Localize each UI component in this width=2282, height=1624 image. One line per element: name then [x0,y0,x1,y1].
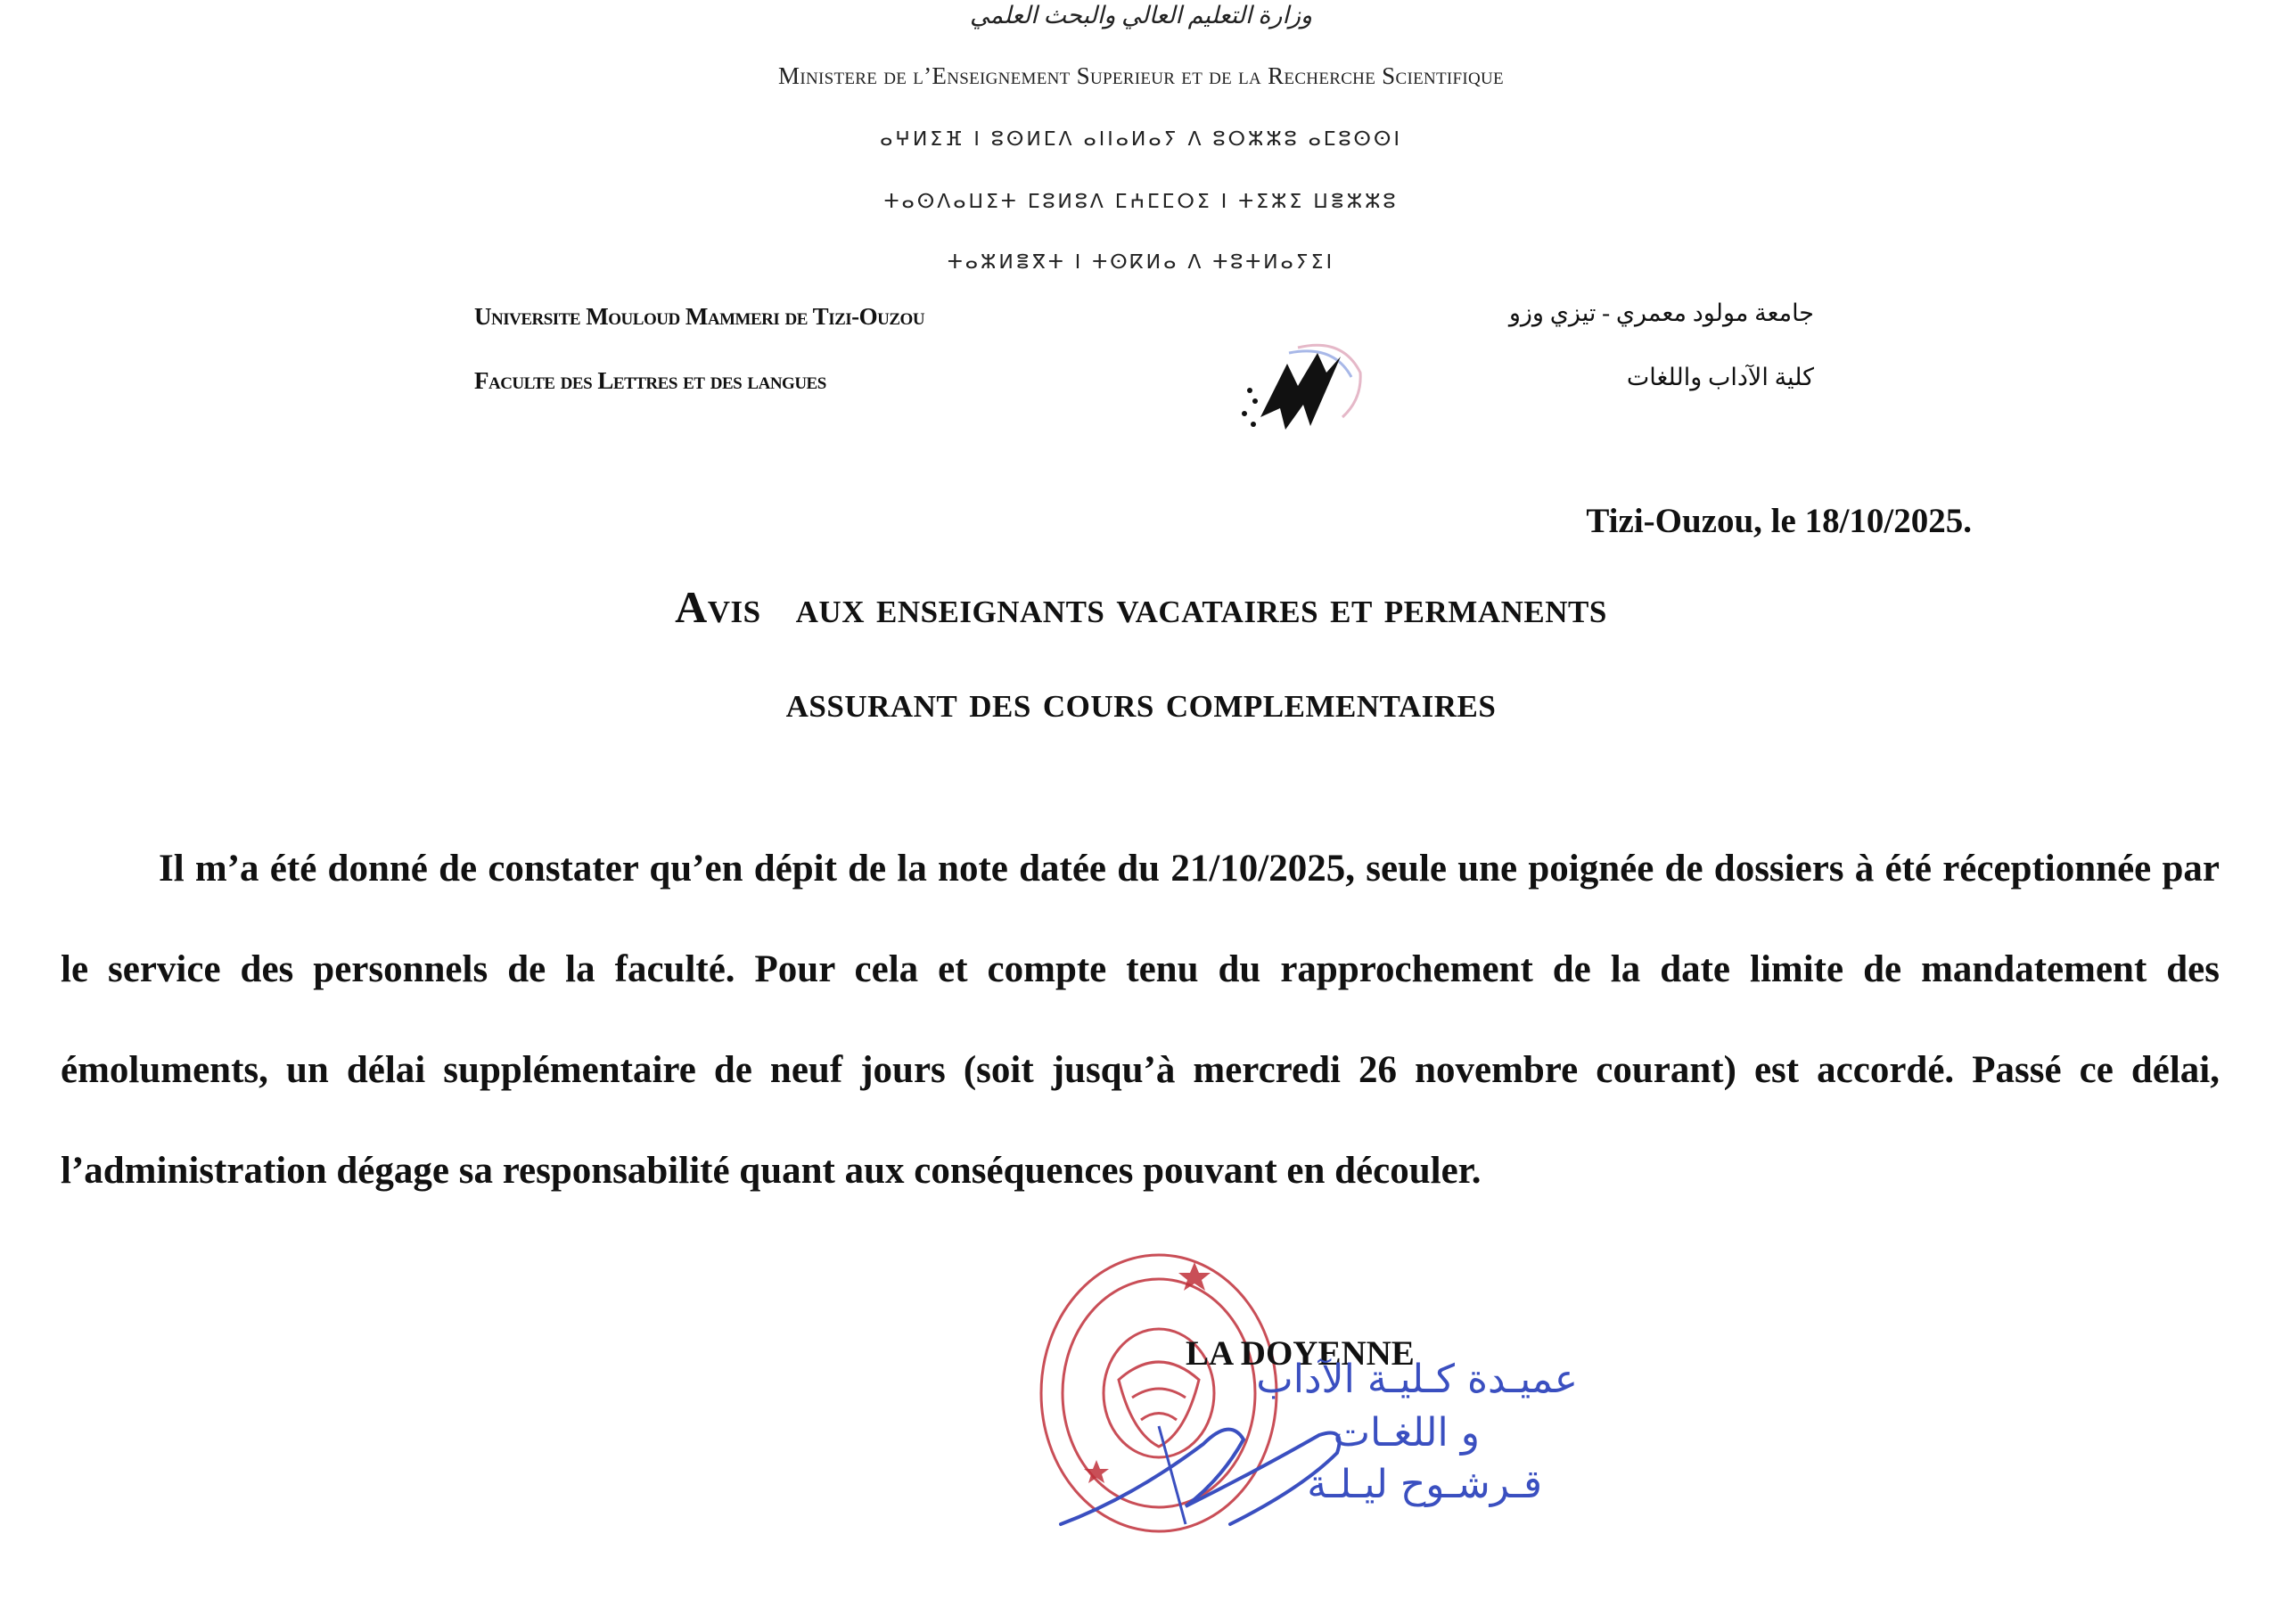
university-name-tifinagh: ⵜⴰⵙⴷⴰⵡⵉⵜ ⵎⵓⵍⵓⴷ ⵎⵄⵎⵎⵔⵉ ⵏ ⵜⵉⵣⵉ ⵡⴻⵣⵣⵓ [883,191,1399,213]
university-logo-icon [1235,337,1369,435]
signatory-title: LA DOYENNE [1186,1334,1415,1373]
ministry-name-french: Ministere de l’Enseignement Superieur et de la Recherche Scientifique [778,62,1504,89]
document-date: Tizi-Ouzou, le 18/10/2025. [1586,502,1972,540]
ministry-name-tifinagh: ⴰⵖⵍⵉⴼ ⵏ ⵓⵙⵍⵎⴷ ⴰⵏⵏⴰⵍⴰⵢ ⴷ ⵓⵔⵣⵣⵓ ⴰⵎⵓⵙⵙⵏ [880,128,1402,151]
notice-title-line2: assurant des cours complementaires [785,677,1497,726]
ministry-name-arabic: وزارة التعليم العالي والبحث العلمي [969,2,1313,29]
notice-body: Il m’a été donné de constater qu’en dépit de la note datée du 21/10/2025, seule une poignée de dossiers à été réceptionnée par le service des personnels de la faculté. Pour cela et compte tenu du rapprochement de la date limite de mandatement des émoluments, un délai supplémentaire de neuf jours (soit jusqu’à mercredi 26 novembre courant) est accordé. Passé ce délai, l’administration dégage sa responsabilité quant aux conséquences pouvant en découler. [61,848,2220,1192]
faculty-name-french: Faculte des Lettres et des langues [474,367,826,394]
university-name-arabic: جامعة مولود معمري - تيزي وزو [1508,299,1814,326]
dean-title-arabic-continued: و اللغـات [1333,1410,1480,1456]
dean-name-arabic: قـرشـوح ليـلـة [1307,1462,1542,1507]
university-name-french: Universite Mouloud Mammeri de Tizi-Ouzou [474,303,925,330]
handwritten-signature-icon [1052,1390,1373,1551]
dean-title-arabic: عميـدة كـليـة الآداب [1256,1357,1578,1402]
notice-title-line1: Avis aux enseignants vacataires et permanents [675,582,1607,632]
faculty-name-tifinagh: ⵜⴰⵣⵍⴻⴳⵜ ⵏ ⵜⵙⴽⵍⴰ ⴷ ⵜⵓⵜⵍⴰⵢⵉⵏ [947,251,1335,274]
faculty-name-arabic: كلية الآداب واللغات [1626,364,1814,390]
